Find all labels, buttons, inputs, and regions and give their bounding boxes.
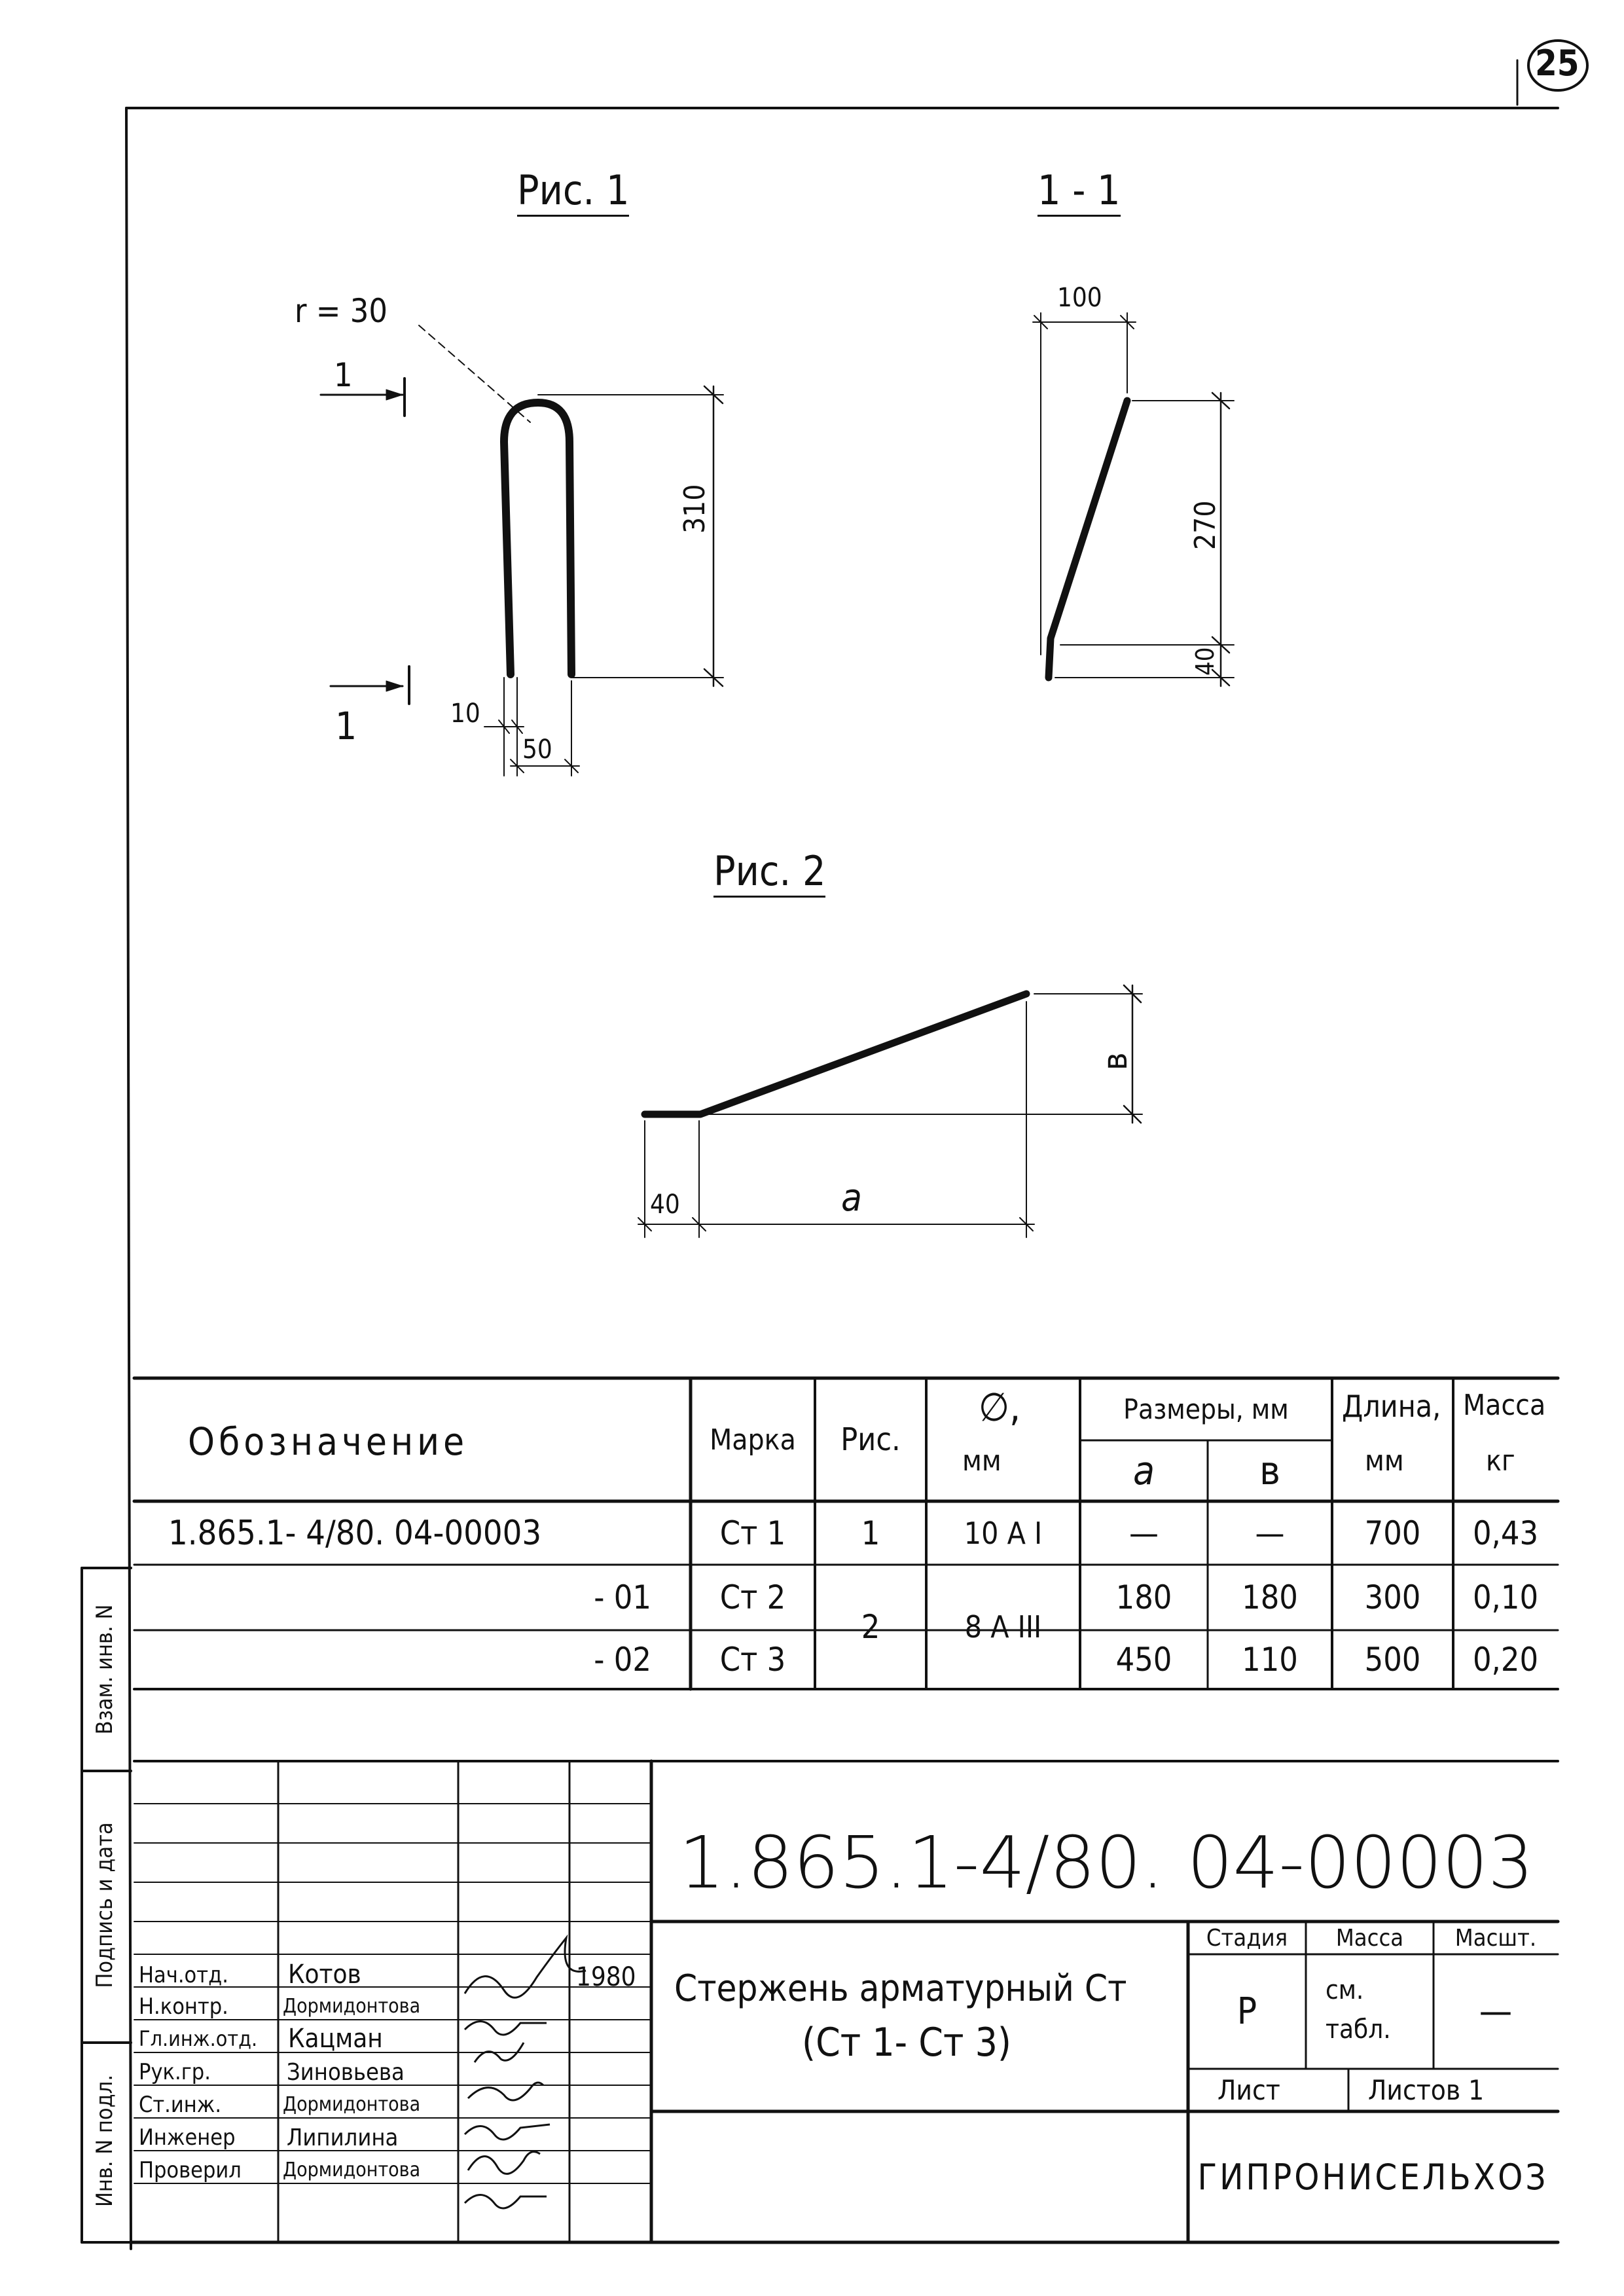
row2-mass: 0,10: [1472, 1578, 1539, 1616]
row1-mass: 0,43: [1472, 1514, 1539, 1552]
row23-diameter: 8 А III: [964, 1609, 1042, 1645]
fig1-dim-height: 310: [678, 484, 712, 534]
fig1-title: Рис. 1: [517, 170, 629, 217]
row2-dim-b: 180: [1242, 1578, 1298, 1616]
sign-role: Инженер: [139, 2124, 236, 2151]
sign-role: Проверил: [139, 2157, 242, 2183]
header-mass-unit: кг: [1486, 1444, 1515, 1478]
row1-length: 700: [1364, 1514, 1421, 1552]
doc-title-line2: (Ст 1- Ст 3): [802, 2020, 1011, 2066]
section-dim-rise: 270: [1189, 500, 1222, 550]
mass-value-1: см.: [1326, 1975, 1364, 2005]
sign-role: Нач.отд.: [139, 1962, 228, 1988]
scale-value: —: [1479, 1990, 1513, 2033]
signature-scribbles: [465, 1938, 586, 2208]
approval-year: 1980: [576, 1962, 636, 1992]
fig2-dim-a: a: [841, 1175, 862, 1220]
row23-figure: 2: [861, 1608, 880, 1646]
fig1-section-mark-bottom: 1: [335, 704, 357, 748]
section-title: 1 - 1: [1038, 170, 1121, 217]
header-mark: Марка: [710, 1423, 796, 1457]
sign-role: Ст.инж.: [139, 2092, 222, 2118]
fig1-dim-gap: 10: [450, 699, 480, 729]
row3-designation: - 02: [594, 1641, 651, 1679]
stage-label: Стадия: [1206, 1924, 1288, 1952]
header-dim-b: в: [1259, 1448, 1280, 1494]
fig1-radius-label: r = 30: [295, 292, 388, 330]
section-dim-offset: 100: [1057, 283, 1102, 313]
sign-name: Котов: [288, 1959, 361, 1990]
row3-dim-a: 450: [1115, 1641, 1172, 1679]
fig1-dim-width: 50: [522, 735, 552, 765]
header-diameter: ∅,: [979, 1385, 1021, 1430]
row2-dim-a: 180: [1115, 1578, 1172, 1616]
fig2-dim-foot: 40: [650, 1190, 680, 1220]
sign-name: Дормидонтова: [283, 2093, 421, 2116]
row1-designation: 1.865.1- 4/80. 04-00003: [168, 1513, 542, 1553]
stage-value: Р: [1236, 1990, 1257, 2033]
sign-role: Н.контр.: [139, 1994, 228, 2020]
header-mass: Масса: [1463, 1389, 1546, 1422]
mass-value-2: табл.: [1326, 2014, 1391, 2045]
section-dim-foot: 40: [1191, 647, 1219, 676]
header-figure: Рис.: [840, 1421, 901, 1458]
sheet-number: 25: [1535, 43, 1579, 84]
sign-role: Рук.гр.: [139, 2059, 211, 2085]
doc-code: 1.865.1-4/80. 04-00003: [678, 1821, 1534, 1904]
row2-length: 300: [1364, 1578, 1421, 1616]
sign-role: Гл.инж.отд.: [139, 2026, 258, 2051]
sheets-label: Листов 1: [1368, 2074, 1485, 2106]
row1-figure: 1: [861, 1514, 880, 1552]
doc-title-line1: Стержень арматурный Ст: [674, 1967, 1127, 2010]
sign-name: Кацман: [288, 2024, 383, 2054]
row1-diameter: 10 А I: [964, 1515, 1043, 1551]
row1-dim-a: —: [1129, 1514, 1159, 1552]
fig2-title: Рис. 2: [713, 851, 825, 898]
sign-name: Зиновьева: [287, 2059, 405, 2086]
mass-label: Масса: [1335, 1924, 1404, 1952]
sign-name: Дормидонтова: [283, 2159, 421, 2181]
row1-dim-b: —: [1255, 1514, 1285, 1552]
row3-mark: Ст 3: [719, 1641, 786, 1679]
margin-inv-no: Инв. N подл.: [92, 2074, 118, 2208]
row2-mark: Ст 2: [719, 1578, 786, 1616]
scale-label: Масшт.: [1454, 1924, 1537, 1952]
header-dim-a: a: [1132, 1448, 1155, 1494]
row2-designation: - 01: [594, 1578, 651, 1616]
header-diameter-unit: мм: [962, 1444, 1001, 1478]
sign-name: Липилина: [287, 2124, 399, 2151]
sheet-label: Лист: [1218, 2074, 1280, 2106]
fig1-section-mark-top: 1: [334, 356, 353, 394]
sign-name: Дормидонтова: [283, 1995, 421, 2018]
row3-length: 500: [1364, 1641, 1421, 1679]
header-designation: Обозначение: [188, 1419, 469, 1464]
row1-mark: Ст 1: [719, 1514, 786, 1552]
fig2-dim-b: в: [1096, 1052, 1135, 1070]
header-length-unit: мм: [1365, 1444, 1404, 1478]
row3-dim-b: 110: [1242, 1641, 1298, 1679]
margin-sign-date: Подпись и дата: [92, 1822, 118, 1988]
row3-mass: 0,20: [1472, 1641, 1539, 1679]
organization: ГИПРОНИСЕЛЬХОЗ: [1197, 2156, 1549, 2198]
margin-replace-inv: Взам. инв. N: [92, 1604, 118, 1735]
header-length: Длина,: [1342, 1389, 1441, 1424]
header-dimensions: Размеры, мм: [1123, 1393, 1289, 1425]
